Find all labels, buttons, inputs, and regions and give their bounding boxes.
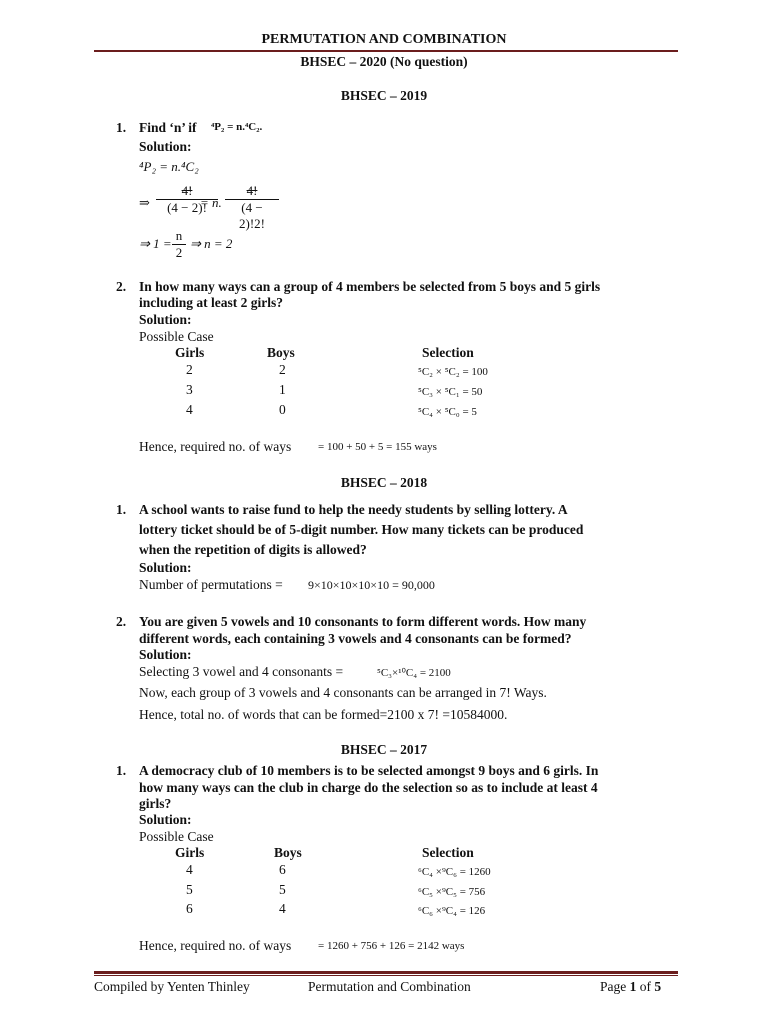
fraction-denominator: 2 <box>175 245 183 260</box>
question-text: how many ways can the club in charge do the selection so as to include at least 4 <box>139 780 598 795</box>
fraction-numerator: n <box>172 228 186 245</box>
table-cell: ⁶C₄ ×⁹C₆ = 1260 <box>418 866 491 878</box>
footer-page-number <box>600 979 661 995</box>
solution-label: Solution: <box>139 139 192 154</box>
header-rule <box>94 50 678 52</box>
footer-rule <box>94 971 678 974</box>
question-text: girls? <box>139 796 172 811</box>
question-text: including at least 2 girls? <box>139 295 284 310</box>
table-header-boys: Boys <box>274 845 302 860</box>
table-cell: ⁶C₆ ×⁹C₄ = 126 <box>418 905 486 917</box>
equals-n: = n. <box>200 195 222 210</box>
fraction-rhs <box>225 183 279 232</box>
q-number: 1. <box>116 502 127 517</box>
question-text: when the repetition of digits is allowed? <box>139 542 367 557</box>
fraction-denominator: (4 − 2)!2! <box>239 200 265 231</box>
footer-author: Compiled by Yenten Thinley <box>94 979 250 994</box>
page-title: PERMUTATION AND COMBINATION <box>261 32 507 47</box>
table-header-girls: Girls <box>175 845 205 860</box>
table-header-selection: Selection <box>422 845 474 860</box>
question-text: lottery ticket should be of 5-digit number. How many tickets can be produced <box>139 522 584 537</box>
selection-value: ⁵C₃×¹⁰C₄ = 2100 <box>377 667 451 679</box>
table-cell: 6 <box>279 862 286 877</box>
page-current: 1 <box>629 979 637 994</box>
body-text: Hence, total no. of words that can be formed=2100 x 7! =10584000. <box>139 707 508 722</box>
answer-value: 9×10×10×10×10 = 90,000 <box>308 578 435 592</box>
table-header-selection: Selection <box>422 345 474 360</box>
table-cell: 5 <box>186 882 193 897</box>
q-number: 1. <box>116 120 127 135</box>
math-line: ⁴P₂ = n.⁴C₂ <box>139 159 199 174</box>
table-cell: 4 <box>186 402 193 417</box>
table-cell: 2 <box>279 362 286 377</box>
fraction-n-over-2 <box>172 228 186 261</box>
question-expression: ⁴P₂ = n.⁴C₂. <box>211 121 263 133</box>
solution-label: Solution: <box>139 812 192 827</box>
table-cell: 4 <box>186 862 193 877</box>
table-header-boys: Boys <box>267 345 295 360</box>
table-cell: 5 <box>279 882 286 897</box>
possible-case-label: Possible Case <box>139 829 214 844</box>
hence-value: = 100 + 50 + 5 = 155 ways <box>318 441 437 453</box>
implies-symbol: ⇒ <box>139 195 150 210</box>
question-text: In how many ways can a group of 4 members be selected from 5 boys and 5 girls <box>139 279 601 294</box>
solution-label: Solution: <box>139 560 192 575</box>
table-cell: 4 <box>279 901 286 916</box>
question-text: different words, each containing 3 vowels and 4 consonants can be formed? <box>139 631 572 646</box>
hence-value: = 1260 + 756 + 126 = 2142 ways <box>318 940 465 952</box>
footer-rule-thin <box>94 975 678 976</box>
question-text: A school wants to raise fund to help the needy students by selling lottery. A <box>139 502 568 517</box>
footer-title: Permutation and Combination <box>308 979 471 994</box>
solution-label: Solution: <box>139 647 192 662</box>
implies-line: ⇒ 1 = <box>139 236 172 251</box>
table-cell: 1 <box>279 382 286 397</box>
section-heading-2018: BHSEC – 2018 <box>340 475 428 490</box>
question-text: A democracy club of 10 members is to be selected amongst 9 boys and 6 girls. In <box>139 763 599 778</box>
answer-text: Number of permutations = <box>139 577 283 592</box>
hence-text: Hence, required no. of ways <box>139 439 292 454</box>
table-header-girls: Girls <box>175 345 205 360</box>
page-of: of <box>636 979 655 994</box>
body-text: Now, each group of 3 vowels and 4 consonants can be arranged in 7! Ways. <box>139 685 547 700</box>
page-prefix: Page <box>600 979 630 994</box>
result: ⇒ n = 2 <box>190 236 233 251</box>
selection-text: Selecting 3 vowel and 4 consonants = <box>139 664 344 679</box>
table-cell: ⁵C₄ × ⁵C₀ = 5 <box>418 406 477 418</box>
table-cell: ⁶C₅ ×⁹C₅ = 756 <box>418 886 486 898</box>
table-cell: ⁵C₃ × ⁵C₁ = 50 <box>418 386 483 398</box>
table-cell: 0 <box>279 402 286 417</box>
q-number: 2. <box>116 614 127 629</box>
table-cell: 3 <box>186 382 193 397</box>
section-heading-2019: BHSEC – 2019 <box>340 88 428 103</box>
fraction-denominator: (4 − 2)! <box>167 200 207 215</box>
q-number: 1. <box>116 763 127 778</box>
table-cell: 6 <box>186 901 193 916</box>
question-text: Find ‘n’ if <box>139 120 197 135</box>
hence-text: Hence, required no. of ways <box>139 938 292 953</box>
section-heading-2017: BHSEC – 2017 <box>340 742 428 757</box>
fraction-numerator: 4! <box>156 183 218 200</box>
possible-case-label: Possible Case <box>139 329 214 344</box>
page-total: 5 <box>654 979 662 994</box>
subtitle: BHSEC – 2020 (No question) <box>300 54 468 69</box>
question-text: You are given 5 vowels and 10 consonants to form different words. How many <box>139 614 587 629</box>
table-cell: ⁵C₂ × ⁵C₂ = 100 <box>418 366 488 378</box>
q-number: 2. <box>116 279 127 294</box>
fraction-numerator: 4! <box>225 183 279 200</box>
table-cell: 2 <box>186 362 193 377</box>
solution-label: Solution: <box>139 312 192 327</box>
